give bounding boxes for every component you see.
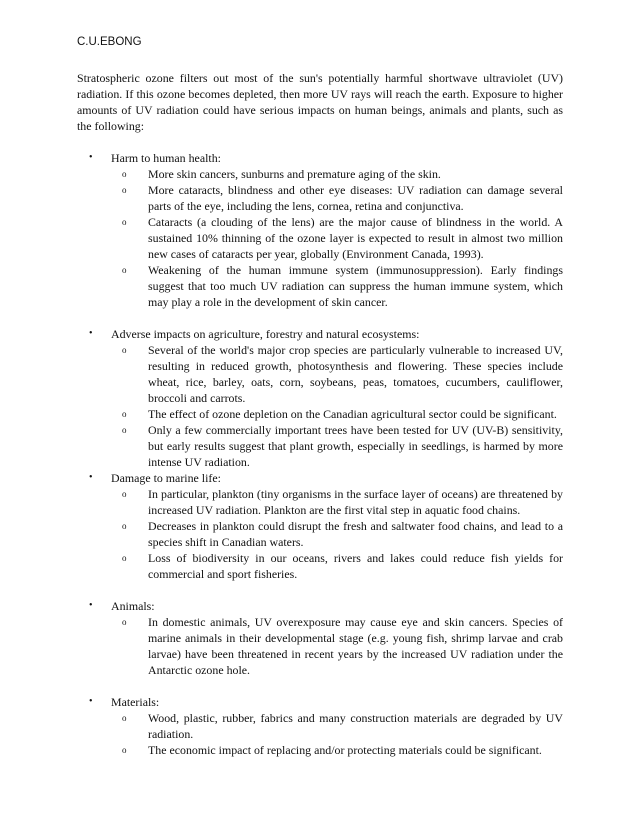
sub-bullet-icon: o bbox=[122, 521, 127, 531]
sub-bullet-icon: o bbox=[122, 345, 127, 355]
list-item-text: Decreases in plankton could disrupt the fresh and saltwater food chains, and lead to a species shift in Canadian waters. bbox=[148, 519, 563, 549]
sub-bullet-icon: o bbox=[122, 713, 127, 723]
list-item bbox=[111, 166, 563, 182]
intro-paragraph: Stratospheric ozone filters out most of the sun's potentially harmful shortwave ultraviolet (UV) radiation. If this ozone becomes depleted, then more UV rays will reach the earth. Exposure to higher amounts of UV radiation could have serious impacts on human beings, animals and plants, such as the following: bbox=[77, 71, 563, 133]
section-human-health bbox=[77, 150, 563, 310]
list-item bbox=[111, 710, 563, 742]
bullet-icon: • bbox=[89, 152, 93, 163]
document-body bbox=[77, 70, 563, 758]
list-item-text: The effect of ozone depletion on the Canadian agricultural sector could be significant. bbox=[148, 407, 557, 421]
section-marine-life bbox=[77, 470, 563, 582]
section-agriculture bbox=[77, 326, 563, 470]
list-item bbox=[111, 182, 563, 214]
list-item-text: More cataracts, blindness and other eye diseases: UV radiation can damage several parts of the eye, including the lens, cornea, retina and conjunctiva. bbox=[148, 183, 563, 213]
section-title: Adverse impacts on agriculture, forestry and natural ecosystems: bbox=[111, 327, 420, 341]
list-item bbox=[111, 550, 563, 582]
list-item bbox=[111, 614, 563, 678]
list-item-text: Loss of biodiversity in our oceans, rivers and lakes could reduce fish yields for commercial and sport fisheries. bbox=[148, 551, 563, 581]
sub-bullet-icon: o bbox=[122, 409, 127, 419]
list-item-text: More skin cancers, sunburns and premature aging of the skin. bbox=[148, 167, 441, 181]
section-animals bbox=[77, 598, 563, 678]
sub-bullet-icon: o bbox=[122, 425, 127, 435]
list-item bbox=[111, 214, 563, 262]
sub-bullet-icon: o bbox=[122, 553, 127, 563]
sub-bullet-icon: o bbox=[122, 217, 127, 227]
list-item bbox=[111, 742, 563, 758]
list-item-text: The economic impact of replacing and/or protecting materials could be significant. bbox=[148, 743, 542, 757]
section-title: Harm to human health: bbox=[111, 151, 221, 165]
list-item-text: Weakening of the human immune system (immunosuppression). Early findings suggest that too much UV radiation can suppress the human immune system, which may play a role in the development of skin cancer. bbox=[148, 263, 563, 309]
sub-bullet-icon: o bbox=[122, 489, 127, 499]
list-item-text: In domestic animals, UV overexposure may cause eye and skin cancers. Species of marine animals in their developmental stage (e.g. young fish, shrimp larvae and crab larvae) have been threatened in recent years by the increased UV radiation under the Antarctic ozone hole. bbox=[148, 615, 563, 677]
sub-bullet-icon: o bbox=[122, 185, 127, 195]
section-materials bbox=[77, 694, 563, 758]
section-title: Damage to marine life: bbox=[111, 471, 221, 485]
list-item-text: Wood, plastic, rubber, fabrics and many construction materials are degraded by UV radiation. bbox=[148, 711, 563, 741]
sub-bullet-icon: o bbox=[122, 617, 127, 627]
list-item bbox=[111, 518, 563, 550]
sub-bullet-icon: o bbox=[122, 169, 127, 179]
section-title: Animals: bbox=[111, 599, 155, 613]
bullet-icon: • bbox=[89, 472, 93, 483]
page-header-author: C.U.EBONG bbox=[77, 36, 142, 48]
list-item-text: Several of the world's major crop species are particularly vulnerable to increased UV, resulting in reduced growth, photosynthesis and flowering. These species include wheat, rice, barley, oats, corn, soybeans, peas, tomatoes, cucumbers, cauliflower, broccoli and carrots. bbox=[148, 343, 563, 405]
list-item bbox=[111, 422, 563, 470]
bullet-icon: • bbox=[89, 600, 93, 611]
sub-bullet-icon: o bbox=[122, 745, 127, 755]
list-item-text: Cataracts (a clouding of the lens) are the major cause of blindness in the world. A sustained 10% thinning of the ozone layer is expected to result in almost two million new cases of cataracts per year, globally (Environment Canada, 1993). bbox=[148, 215, 563, 261]
list-item bbox=[111, 406, 563, 422]
bullet-icon: • bbox=[89, 328, 93, 339]
list-item bbox=[111, 486, 563, 518]
list-item bbox=[111, 262, 563, 310]
list-item-text: In particular, plankton (tiny organisms in the surface layer of oceans) are threatened by increased UV radiation. Plankton are the first vital step in aquatic food chains. bbox=[148, 487, 563, 517]
sub-bullet-icon: o bbox=[122, 265, 127, 275]
section-title: Materials: bbox=[111, 695, 160, 709]
list-item bbox=[111, 342, 563, 406]
list-item-text: Only a few commercially important trees have been tested for UV (UV-B) sensitivity, but early results suggest that plant growth, especially in seedlings, is harmed by more intense UV radiation. bbox=[148, 423, 563, 469]
bullet-icon: • bbox=[89, 696, 93, 707]
